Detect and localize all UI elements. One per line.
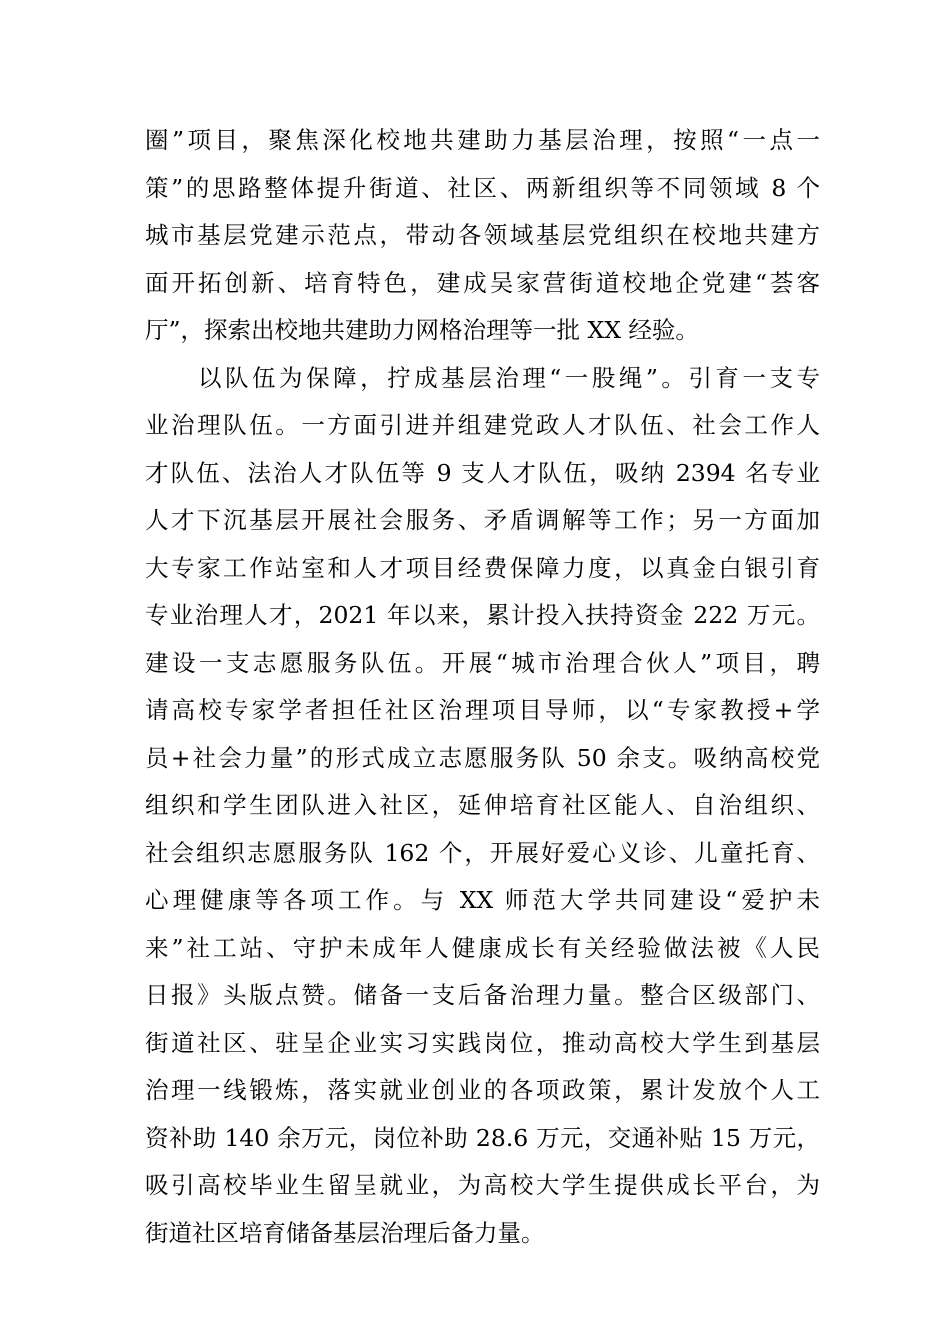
text-line: 来”社工站、守护未成年人健康成长有关经验做法被《人民: [145, 933, 820, 962]
text-line: 面开拓创新、培育特色，建成吴家营街道校地企党建“荟客: [145, 268, 820, 297]
text-line: 业治理队伍。一方面引进并组建党政人才队伍、社会工作人: [145, 411, 820, 439]
text-line: 才队伍、法治人才队伍等 9 支人才队伍，吸纳 2394 名专业: [145, 458, 820, 487]
body-text: [145, 117, 820, 1257]
text-line: 策”的思路整体提升街道、社区、两新组织等不同领域 8 个: [145, 173, 820, 202]
text-line: 大专家工作站室和人才项目经费保障力度，以真金白银引育: [145, 553, 820, 582]
text-line: 厅”，探索出校地共建助力网格治理等一批 XX 经验。: [145, 316, 699, 344]
text-line: 员+社会力量”的形式成立志愿服务队 50 余支。吸纳高校党: [145, 743, 820, 772]
text-line: 请高校专家学者担任社区治理项目导师，以“专家教授+学: [145, 696, 820, 724]
text-line: 社会组织志愿服务队 162 个，开展好爱心义诊、儿童托育、: [145, 838, 820, 867]
text-line: 人才下沉基层开展社会服务、矛盾调解等工作；另一方面加: [145, 506, 820, 534]
text-line: 组织和学生团队进入社区，延伸培育社区能人、自治组织、: [145, 791, 820, 819]
text-line: 日报》头版点赞。储备一支后备治理力量。整合区级部门、: [145, 981, 820, 1009]
text-line: 街道社区、驻呈企业实习实践岗位，推动高校大学生到基层: [145, 1028, 820, 1057]
paragraph-1: [145, 117, 820, 355]
paragraph-2: [145, 355, 820, 1258]
text-line: 专业治理人才，2021 年以来，累计投入扶持资金 222 万元。: [145, 601, 820, 629]
text-line: 城市基层党建示范点，带动各领域基层党组织在校地共建方: [145, 221, 820, 249]
text-line: 吸引高校毕业生留呈就业，为高校大学生提供成长平台，为: [145, 1171, 820, 1199]
text-line: 建设一支志愿服务队伍。开展“城市治理合伙人”项目，聘: [145, 648, 820, 677]
text-line: 心理健康等各项工作。与 XX 师范大学共同建设“爱护未: [145, 886, 820, 914]
text-line: 街道社区培育储备基层治理后备力量。: [145, 1218, 545, 1247]
text-line: 资补助 140 余万元，岗位补助 28.6 万元，交通补贴 15 万元，: [145, 1123, 820, 1152]
text-line: 治理一线锻炼，落实就业创业的各项政策，累计发放个人工: [145, 1076, 820, 1104]
text-line: 以队伍为保障，拧成基层治理“一股绳”。引育一支专: [198, 363, 820, 392]
text-line: 圈”项目，聚焦深化校地共建助力基层治理，按照“一点一: [145, 126, 820, 154]
